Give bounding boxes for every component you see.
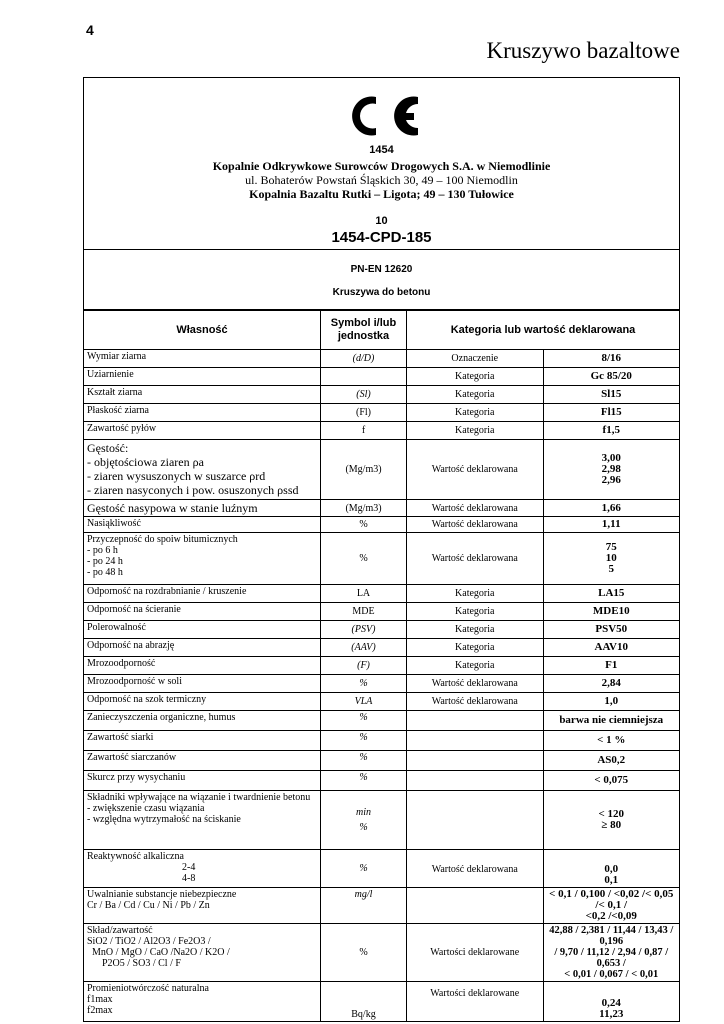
row-property: Nasiąkliwość: [84, 517, 321, 533]
row-value: 0,24 11,23: [543, 982, 680, 1022]
row-kind: [407, 771, 544, 791]
table-row: [84, 924, 680, 982]
row-symbol: %: [321, 771, 407, 791]
row-kind: Kategoria: [407, 368, 544, 386]
header-category: Kategoria lub wartość deklarowana: [407, 311, 680, 350]
row-property: Gęstość: - objętościowa ziaren ρa - ziaren wysuszonych w suszarce ρrd - ziaren nasyconych i pow. osuszonych ρssd: [84, 440, 321, 500]
table-row: [84, 693, 680, 711]
table-row: [84, 517, 680, 533]
table-row: [84, 585, 680, 603]
row-kind: Wartość deklarowana: [407, 850, 544, 888]
row-value: 1,11: [543, 517, 680, 533]
row-value: LA15: [543, 585, 680, 603]
table-row: [84, 533, 680, 585]
document-title: Kruszywo bazaltowe: [486, 38, 680, 63]
certificate-header: [83, 77, 680, 311]
table-header-row: [84, 311, 680, 350]
table-row: [84, 771, 680, 791]
row-property: Zawartość pyłów: [84, 422, 321, 440]
row-symbol: %: [321, 731, 407, 751]
row-kind: Wartość deklarowana: [407, 533, 544, 585]
table-row: [84, 350, 680, 368]
row-symbol: (AAV): [321, 639, 407, 657]
row-symbol: min %: [321, 791, 407, 850]
row-kind: Kategoria: [407, 585, 544, 603]
row-property: Przyczepność do spoiw bitumicznych - po 6 h - po 24 h - po 48 h: [84, 533, 321, 585]
table-row: [84, 404, 680, 422]
row-kind: Kategoria: [407, 639, 544, 657]
row-symbol: (Sl): [321, 386, 407, 404]
row-kind: Oznaczenie: [407, 350, 544, 368]
row-symbol: (Mg/m3): [321, 440, 407, 500]
row-kind: Kategoria: [407, 404, 544, 422]
row-value: 1,66: [543, 500, 680, 517]
table-row: [84, 386, 680, 404]
row-kind: Wartość deklarowana: [407, 500, 544, 517]
header-property: Własność: [84, 311, 321, 350]
product-name: Kruszywa do betonu: [332, 287, 431, 298]
table-row: [84, 711, 680, 731]
row-property: Mrozoodporność w soli: [84, 675, 321, 693]
row-value: MDE10: [543, 603, 680, 621]
row-kind: Wartości deklarowane: [407, 924, 544, 982]
row-value: < 0,075: [543, 771, 680, 791]
certificate-year: 10: [375, 215, 388, 227]
row-value: Sl15: [543, 386, 680, 404]
table-row: [84, 603, 680, 621]
row-symbol: %: [321, 517, 407, 533]
notified-body-number: 1454: [369, 144, 394, 156]
standard-name: PN-EN 12620: [350, 264, 413, 275]
table-row: [84, 639, 680, 657]
row-property: Odporność na abrazję: [84, 639, 321, 657]
row-kind: Wartość deklarowana: [407, 693, 544, 711]
row-kind: [407, 791, 544, 850]
row-value-text: Gc 85/20: [590, 370, 632, 382]
row-value: 42,88 / 2,381 / 11,44 / 13,43 / 0,196 / 9,70 / 11,12 / 2,94 / 0,87 / 0,653 / < 0,01 / 0,067 / < 0,01: [543, 924, 680, 982]
header-symbol: Symbol i/lub jednostka: [321, 311, 407, 350]
row-kind: [407, 751, 544, 771]
row-property: Mrozoodporność: [84, 657, 321, 675]
plant-name: Kopalnia Bazaltu Rutki – Ligota; 49 – 130 Tułowice: [249, 187, 514, 201]
row-value: F1: [543, 657, 680, 675]
row-property: Polerowalność: [84, 621, 321, 639]
company-name: Kopalnie Odkrywkowe Surowców Drogowych S.A. w Niemodlinie: [212, 159, 551, 173]
row-value: barwa nie ciemniejsza: [543, 711, 680, 731]
row-symbol: LA: [321, 585, 407, 603]
row-symbol: %: [321, 924, 407, 982]
row-symbol: %: [321, 751, 407, 771]
row-symbol: VLA: [321, 693, 407, 711]
row-property: Wymiar ziarna: [84, 350, 321, 368]
row-symbol: MDE: [321, 603, 407, 621]
table-row: [84, 621, 680, 639]
row-symbol: mg/l: [321, 888, 407, 924]
table-row: [84, 500, 680, 517]
row-property: Reaktywność alkaliczna 2-4 4-8: [84, 850, 321, 888]
row-symbol: (d/D): [321, 350, 407, 368]
row-kind: Kategoria: [407, 603, 544, 621]
table-row: [84, 888, 680, 924]
row-value: < 1 %: [543, 731, 680, 751]
table-row: [84, 657, 680, 675]
table-row: [84, 422, 680, 440]
table-row: [84, 675, 680, 693]
row-value: AS0,2: [543, 751, 680, 771]
row-value: < 0,1 / 0,100 / <0,02 /< 0,05 /< 0,1 / <0,2 /<0,09: [543, 888, 680, 924]
row-symbol: [321, 368, 407, 386]
table-row: [84, 368, 680, 386]
row-kind: [407, 731, 544, 751]
row-property: Skład/zawartość SiO2 / TiO2 / Al2O3 / Fe2O3 / MnO / MgO / CaO /Na2O / K2O / P2O5 / SO3 / Cl / F: [84, 924, 321, 982]
table-row: [84, 982, 680, 1022]
row-value: AAV10: [543, 639, 680, 657]
page-number: 4: [86, 22, 94, 38]
row-property: Zawartość siarki: [84, 731, 321, 751]
row-symbol: %: [321, 850, 407, 888]
row-value: 2,84: [543, 675, 680, 693]
table-row: [84, 850, 680, 888]
certificate-number: 1454-CPD-185: [331, 229, 432, 246]
row-property: Kształt ziarna: [84, 386, 321, 404]
table-row: [84, 751, 680, 771]
row-symbol: (F): [321, 657, 407, 675]
row-property: Zawartość siarczanów: [84, 751, 321, 771]
row-kind: Wartości deklarowane: [407, 982, 544, 1022]
row-property: Zanieczyszczenia organiczne, humus: [84, 711, 321, 731]
company-address: ul. Bohaterów Powstań Śląskich 30, 49 – 100 Niemodlin: [245, 173, 518, 187]
row-property: Skurcz przy wysychaniu: [84, 771, 321, 791]
row-symbol: (Fl): [321, 404, 407, 422]
table-row: [84, 791, 680, 850]
row-property: Promieniotwórczość naturalna f1max f2max: [84, 982, 321, 1022]
row-value: 1,0: [543, 693, 680, 711]
row-symbol: %: [321, 711, 407, 731]
row-property: Odporność na rozdrabnianie / kruszenie: [84, 585, 321, 603]
row-kind: [407, 711, 544, 731]
ce-mark-logo: [342, 92, 422, 140]
row-value: 0,0 0,1: [543, 850, 680, 888]
row-property: Płaskość ziarna: [84, 404, 321, 422]
table-row: [84, 731, 680, 751]
row-property: Uwalnianie substancje niebezpieczne Cr / Ba / Cd / Cu / Ni / Pb / Zn: [84, 888, 321, 924]
row-symbol: (Mg/m3): [321, 500, 407, 517]
row-kind: Kategoria: [407, 621, 544, 639]
row-property: Odporność na szok termiczny: [84, 693, 321, 711]
table-row: [84, 440, 680, 500]
row-kind: Wartość deklarowana: [407, 675, 544, 693]
row-value: < 120 ≥ 80: [543, 791, 680, 850]
row-value: f1,5: [543, 422, 680, 440]
row-value: 3,00 2,98 2,96: [543, 440, 680, 500]
row-symbol: (PSV): [321, 621, 407, 639]
properties-table: [83, 310, 680, 1022]
row-value: [543, 368, 680, 386]
row-kind: Kategoria: [407, 386, 544, 404]
row-symbol: f: [321, 422, 407, 440]
row-value: 8/16: [543, 350, 680, 368]
row-kind: [407, 888, 544, 924]
row-value: Fl15: [543, 404, 680, 422]
row-property: Uziarnienie: [84, 368, 321, 386]
row-value: PSV50: [543, 621, 680, 639]
row-property: Odporność na ścieranie: [84, 603, 321, 621]
row-kind: Kategoria: [407, 422, 544, 440]
row-kind: Wartość deklarowana: [407, 440, 544, 500]
row-kind: Kategoria: [407, 657, 544, 675]
row-property: Składniki wpływające na wiązanie i twardnienie betonu - zwiększenie czasu wiązania - względna wytrzymałość na ściskanie: [84, 791, 321, 850]
row-kind: Wartość deklarowana: [407, 517, 544, 533]
row-property: Gęstość nasypowa w stanie luźnym: [84, 500, 321, 517]
row-symbol: %: [321, 533, 407, 585]
row-value: 75 10 5: [543, 533, 680, 585]
row-symbol: Bq/kg: [321, 982, 407, 1022]
row-symbol: %: [321, 675, 407, 693]
